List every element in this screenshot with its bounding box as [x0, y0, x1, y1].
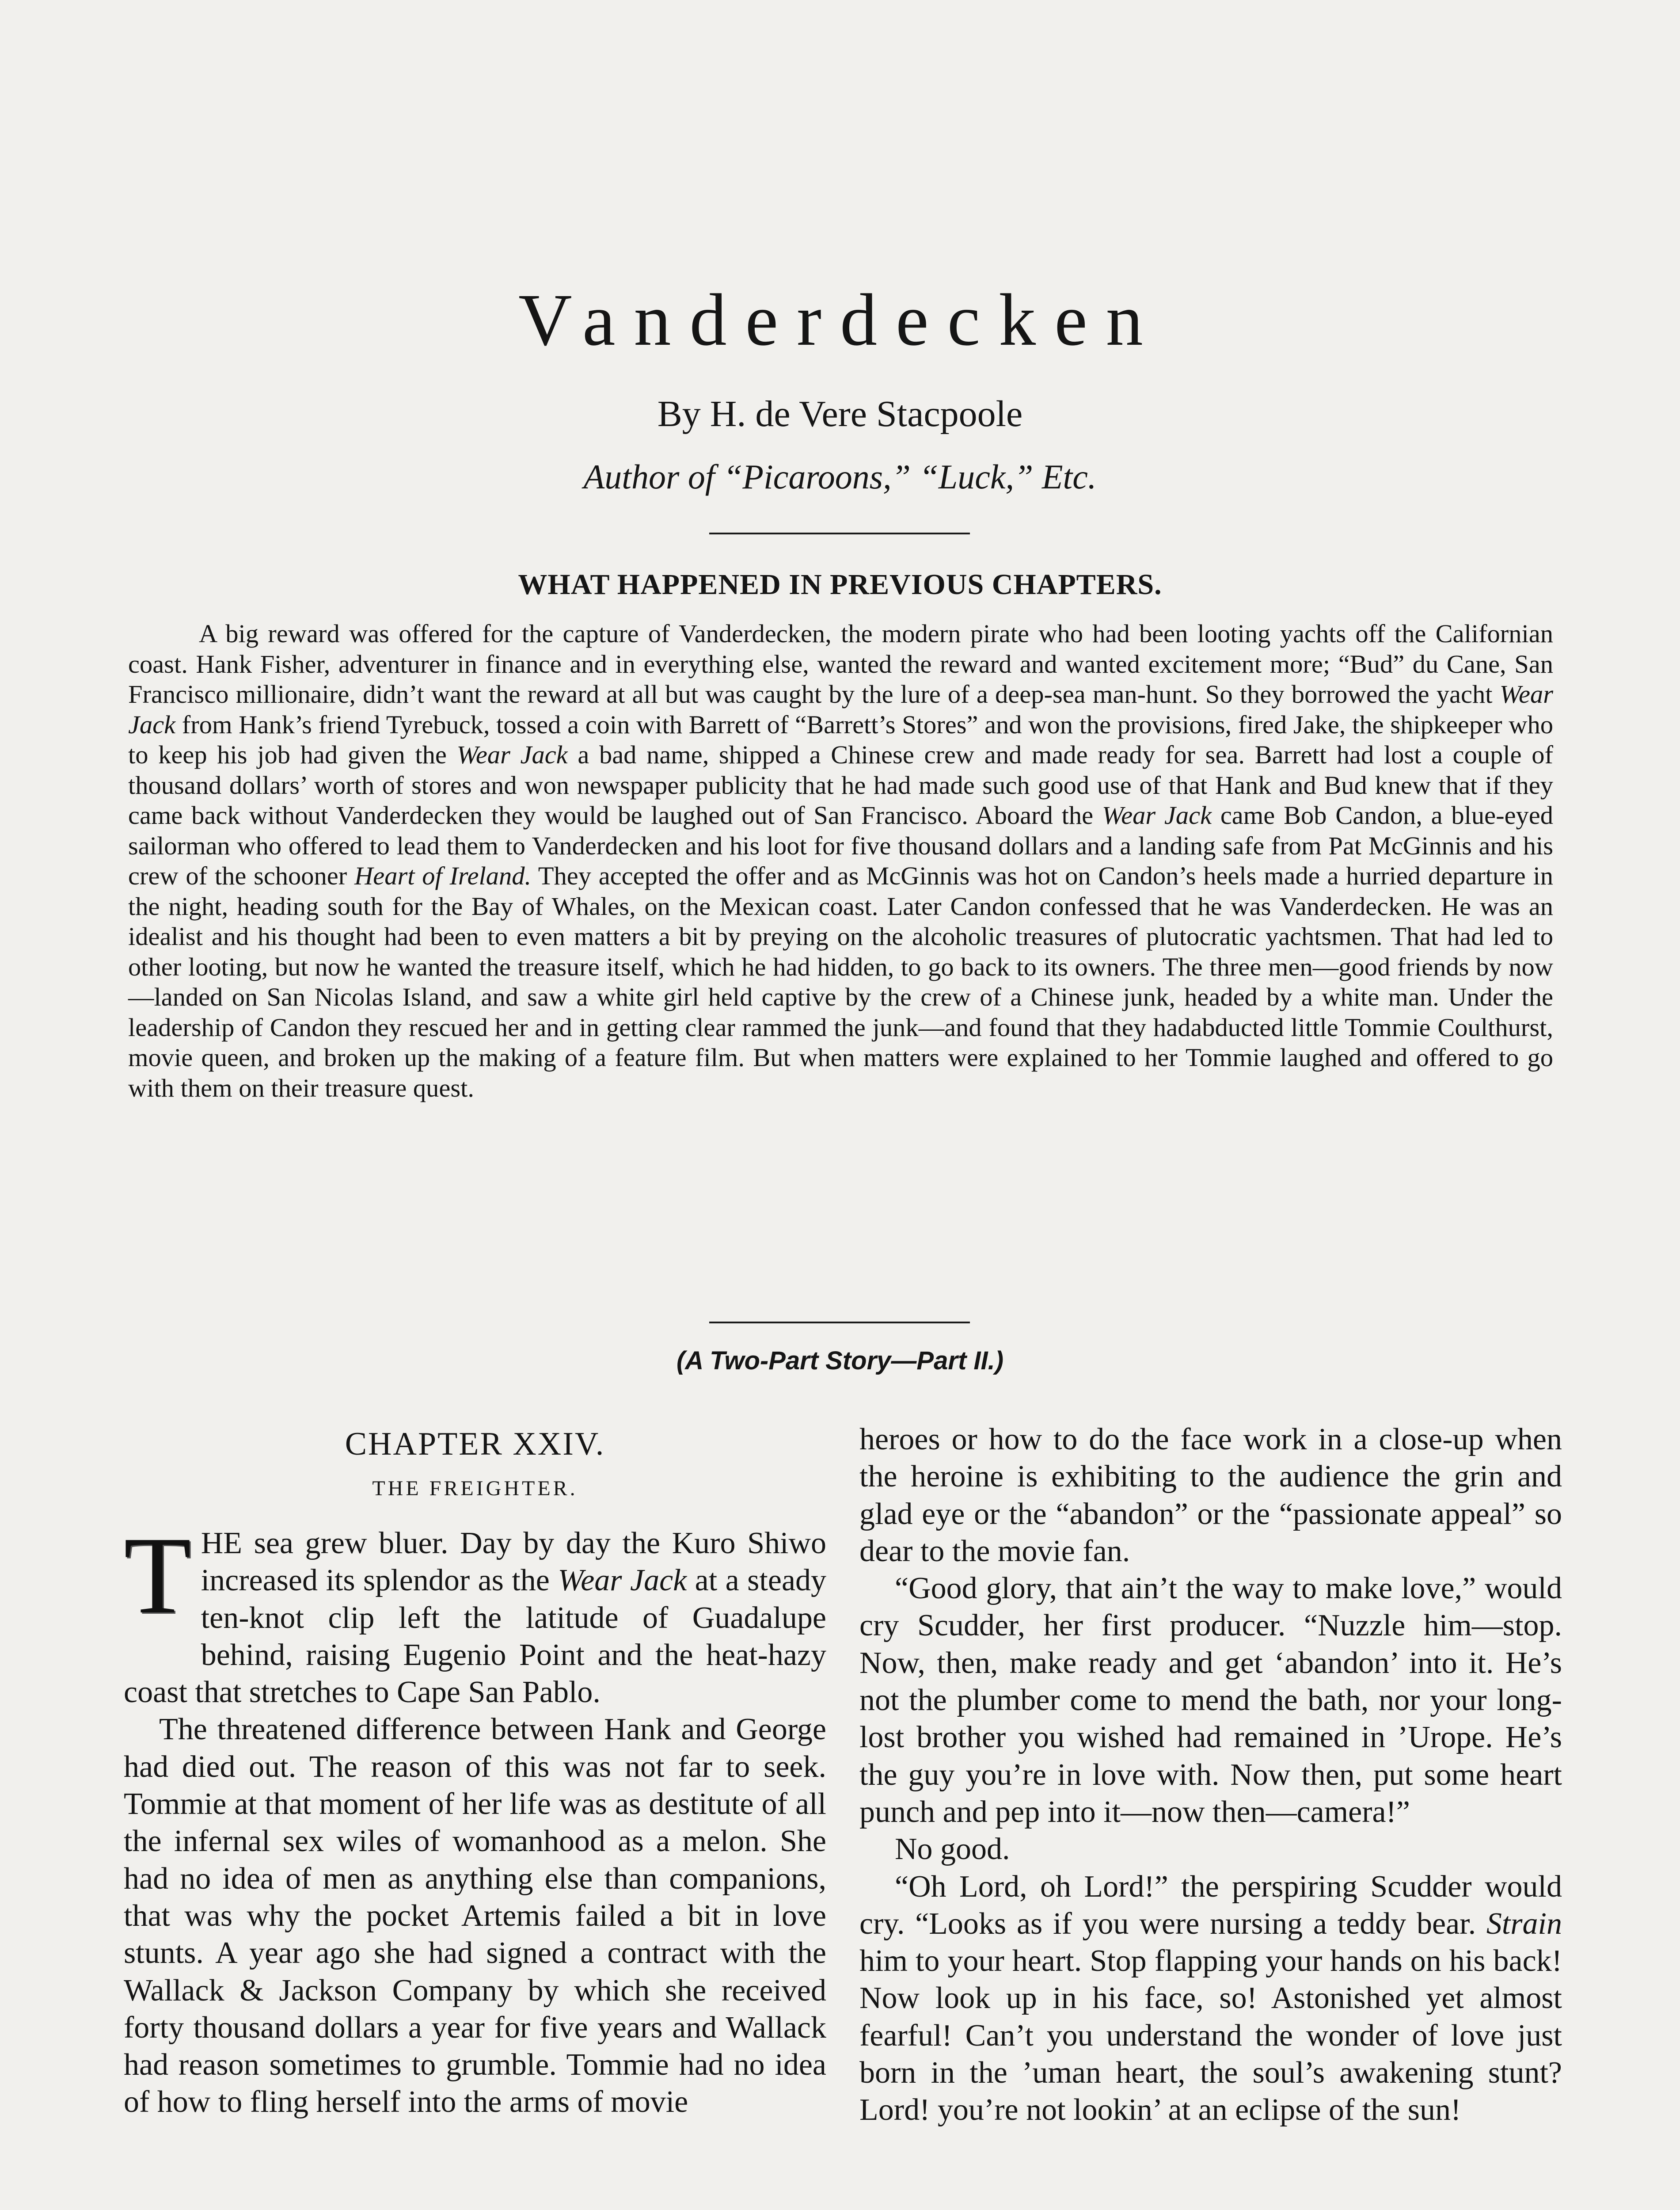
body-paragraph: No good. — [895, 1832, 1010, 1867]
divider-rule — [709, 533, 970, 534]
right-column — [859, 1421, 1562, 2129]
divider-rule — [709, 1322, 970, 1323]
body-paragraph: “Oh Lord, oh Lord!” the perspiring Scudder would cry. “Looks as if you were nursing a teddy bear. Strain him to your heart. Stop flapping your hands on his back! Now look up in his face, so! Astonished yet almost fearful! Can’t you understand the wonder of love just born in the ’uman heart, the soul’s awakening stunt? Lord! you’re not lookin’ at an eclipse of the sun! — [859, 1869, 1562, 2127]
story-title: Vanderdecken — [518, 279, 1162, 361]
recap-heading: WHAT HAPPENED IN PREVIOUS CHAPTERS. — [518, 568, 1162, 601]
byline: By H. de Vere Stacpoole — [657, 393, 1023, 434]
body-paragraph — [124, 1514, 827, 1711]
left-column — [124, 1421, 826, 2121]
body-paragraph: heroes or how to do the face work in a close-up when the heroine is exhibiting to the audience the grin and glad eye or the “abandon” or the “passionate appeal” so dear to the movie fan. — [859, 1422, 1562, 1568]
chapter-subtitle: THE FREIGHTER. — [372, 1477, 578, 1500]
author-credits: Author of “Picaroons,” “Luck,” Etc. — [583, 457, 1097, 496]
italic-text: Wear Jack — [558, 1563, 687, 1598]
body-paragraph: The threatened difference between Hank and George had died out. The reason of this was not far to seek. Tommie at that moment of her life was as destitute of all the infernal sex wiles of womanhood as a melon. She had no idea of men as anything else than companions, that was why the pocket Artemis failed a bit in love stunts. A year ago she had signed a contract with the Wallack & Jackson Company by which she received forty thousand dollars a year for five years and Wallack had reason sometimes to grumble. Tommie had no idea of how to fling herself into the arms of movie — [124, 1712, 826, 2119]
italic-text: Strain — [1486, 1906, 1562, 1941]
body-paragraph: “Good glory, that ain’t the way to make love,” would cry Scudder, her first producer. “Nuzzle him—stop. Now, then, make ready and get ‘abandon’ into it. He’s not the plumber come to mend the bath, nor your long-lost brother you wished had remained in ’Urope. He’s the guy you’re in love with. Now then, put some heart punch and pep into it—now then—camera!” — [859, 1571, 1562, 1829]
italic-text: Wear Jack — [456, 740, 568, 769]
recap-paragraph: A big reward was offered for the capture of Vanderdecken, the modern pirate who had been looting yachts off the Californian coast. Hank Fisher, adventurer in finance and in everything else, wanted the reward and wanted excitement more; “Bud” du Cane, San Francisco millionaire, didn’t want the reward at all but was caught by the lure of a deep-sea man-hunt. So they borrowed the yacht Wear Jack from Hank’s friend Tyrebuck, tossed a coin with Barrett of “Barrett’s Stores” and won the provisions, fired Jake, the shipkeeper who to keep his job had given the Wear Jack a bad name, shipped a Chinese crew and made ready for sea. Barrett had lost a couple of thousand dollars’ worth of stores and won newspaper publicity that he had made such good use of that Hank and Bud knew that if they came back without Vanderdecken they would be laughed out of San Francisco. Aboard the Wear Jack came Bob Candon, a blue-eyed sailorman who offered to lead them to Vanderdecken and his loot for five thousand dollars and a landing safe from Pat McGinnis and his crew of the schooner Heart of Ireland. They accepted the offer and as McGinnis was hot on Candon’s heels made a hurried departure in the night, heading south for the Bay of Whales, on the Mexican coast. Later Candon confessed that he was Vanderdecken. He was an idealist and his thought had been to even matters a bit by preying on the alcoholic treasures of plutocratic yachtsmen. That had led to other looting, but now he wanted the treasure itself, which he had hidden, to go back to its owners. The three men—good friends by now—landed on San Nicolas Island, and saw a white girl held captive by the crew of a Chinese junk, headed by a white man. Under the leadership of Candon they rescued her and in getting clear rammed the junk—and found that they hadabducted little Tommie Coulthurst, movie queen, and broken up the making of a feature film. But when matters were explained to her Tommie laughed and offered to go with them on their treasure quest. — [128, 619, 1553, 1102]
italic-text: Heart of Ireland. — [354, 861, 532, 890]
paragraph-text: HE sea grew bluer. Day by day the Kuro Shiwo increased its splendor as the Wear Jack at a steady ten-knot clip left the latitude of Guadalupe behind, raising Eugenio Point and the heat-hazy coast that stretches to Cape San Pablo. — [124, 1526, 827, 1710]
series-label: (A Two-Part Story—Part II.) — [676, 1346, 1004, 1375]
italic-text: Wear Jack — [1102, 801, 1212, 830]
italic-text: Wear Jack — [128, 680, 1553, 739]
drop-cap: T — [124, 1514, 191, 1637]
chapter-heading: CHAPTER XXIV. — [345, 1426, 605, 1462]
